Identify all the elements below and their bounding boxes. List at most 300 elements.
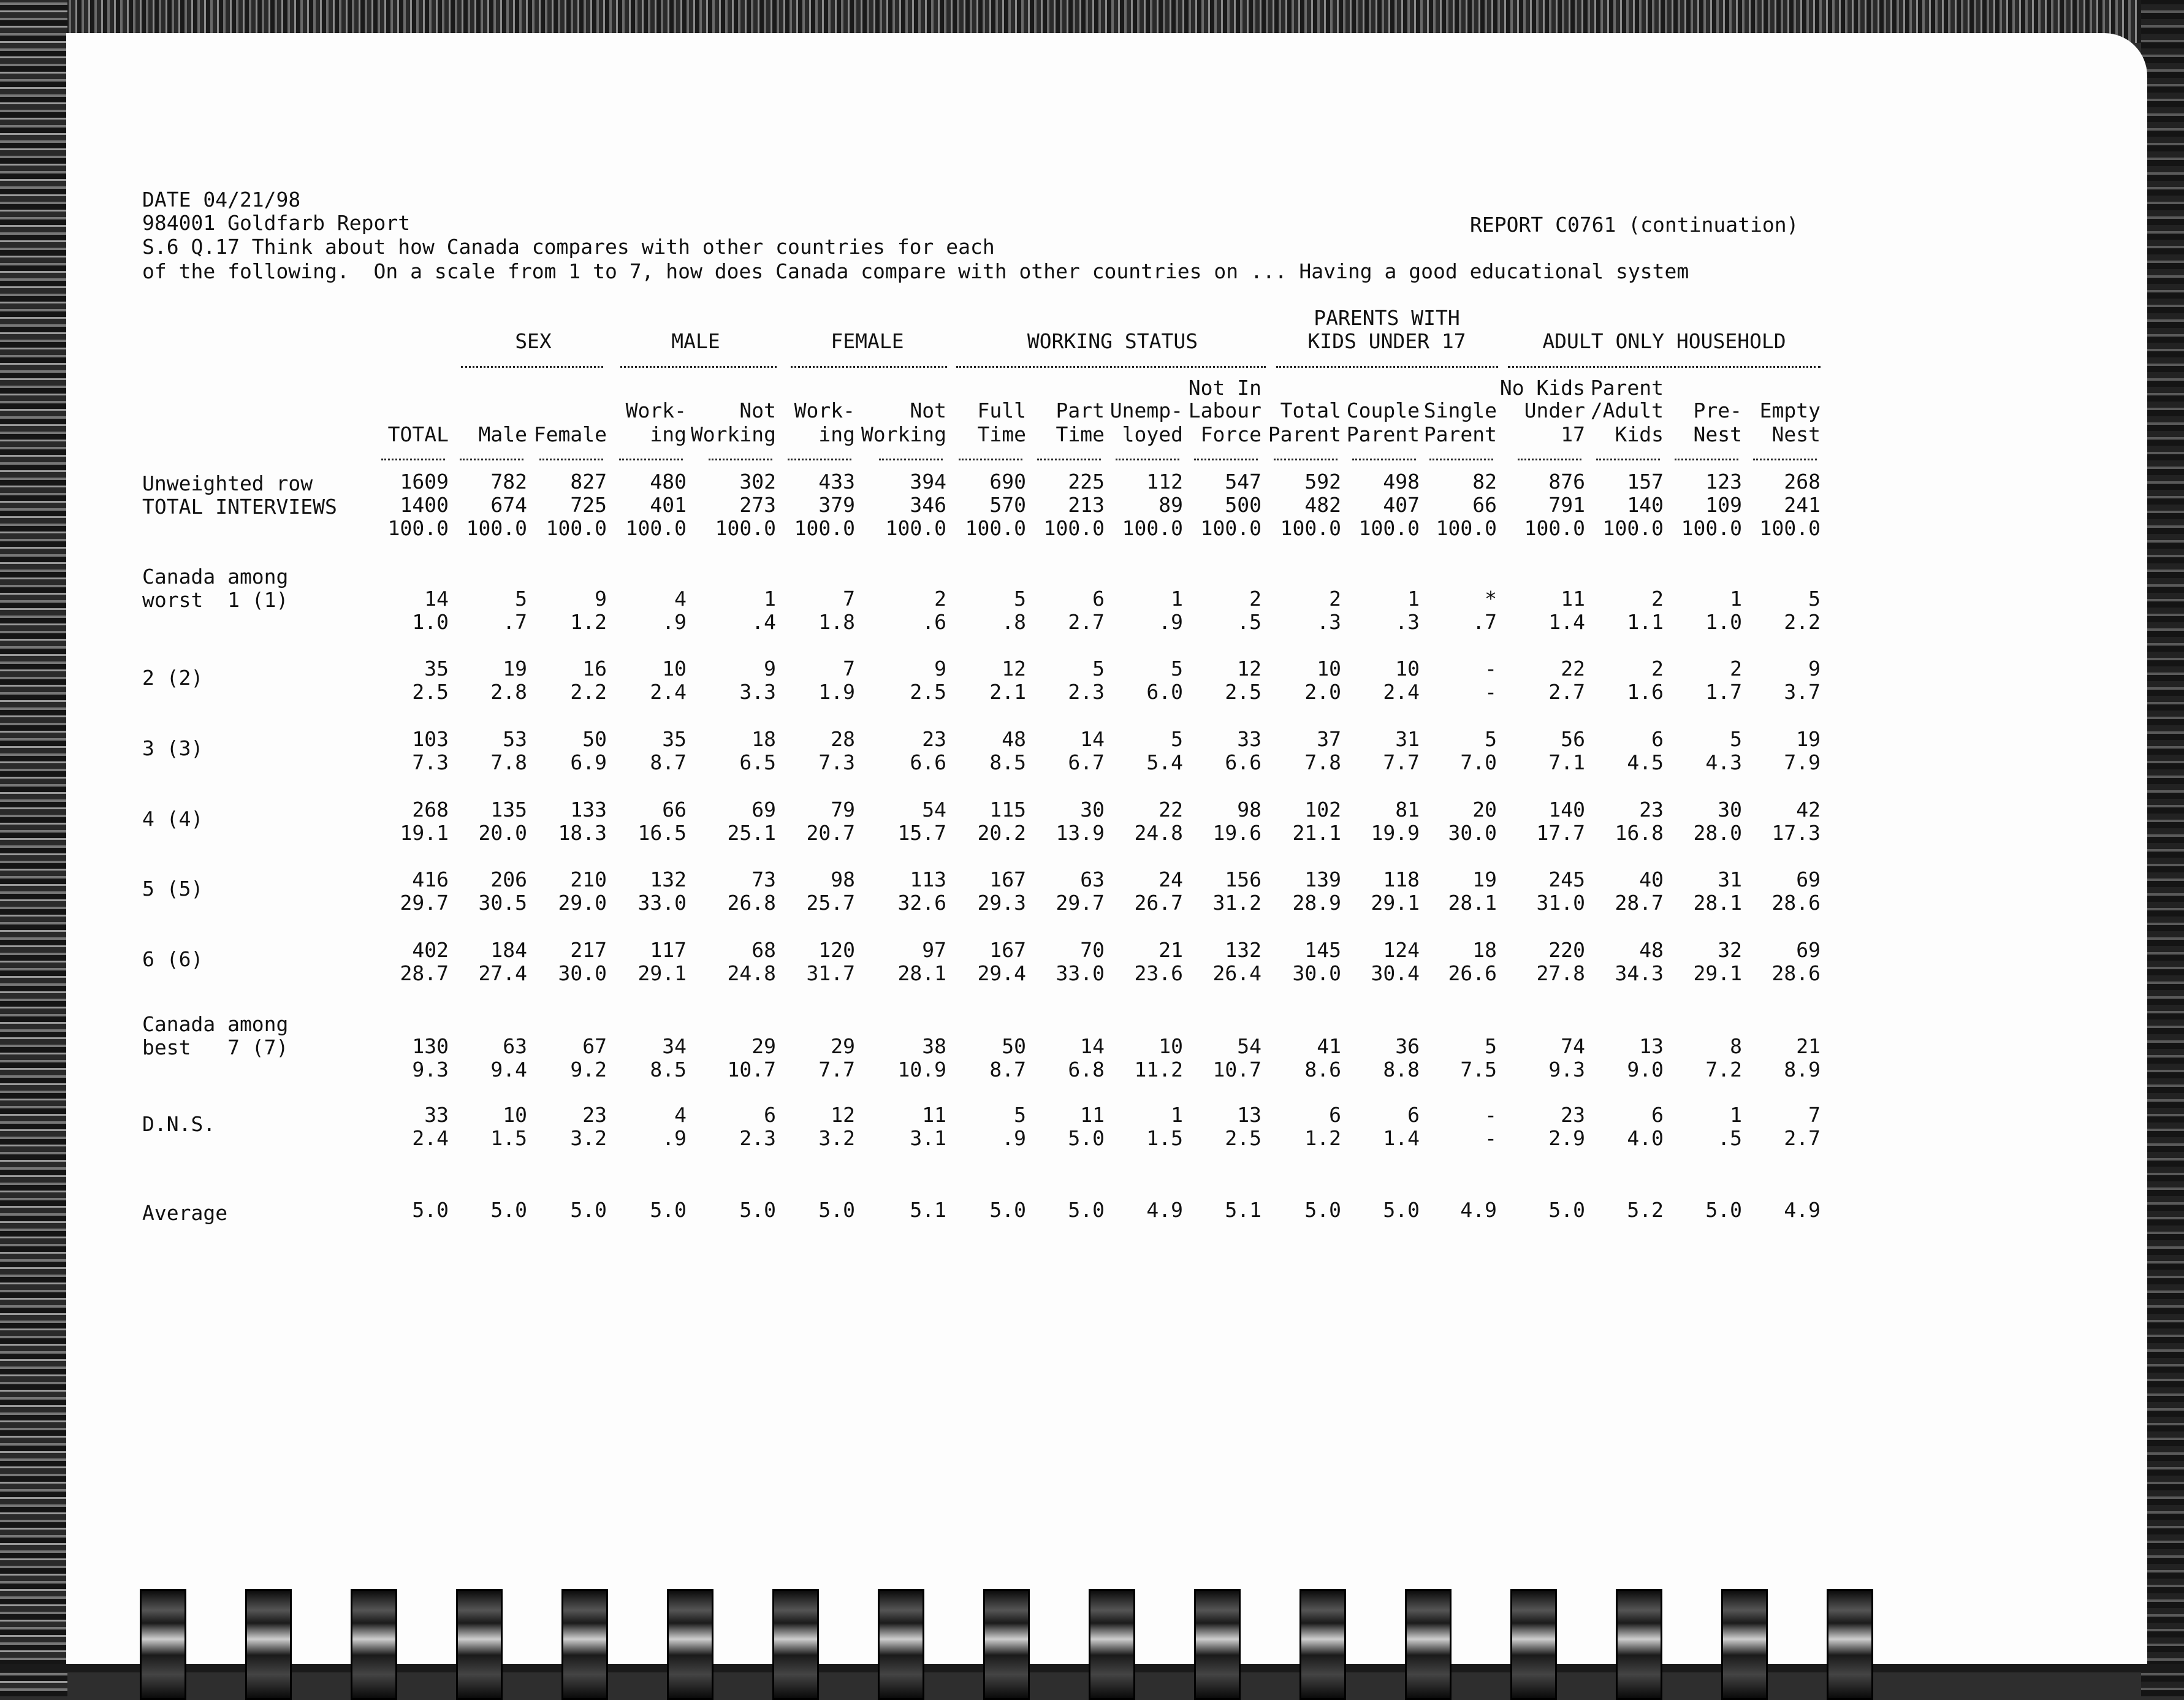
cell-percent: .7 — [1472, 610, 1497, 634]
cell-count: 34 — [662, 1034, 687, 1058]
cell-count: 98 — [831, 867, 855, 891]
binding-ring — [772, 1589, 819, 1700]
cell-count: 6 — [1329, 1103, 1341, 1127]
cell-count: 217 — [570, 938, 607, 962]
base-unweighted-value: 498 — [1383, 470, 1420, 494]
cell-percent: 28.1 — [897, 961, 946, 985]
cell-percent: .5 — [1718, 1126, 1742, 1150]
cell-count: 167 — [989, 867, 1026, 891]
cell-count: 167 — [989, 938, 1026, 962]
cell-count: 38 — [922, 1034, 946, 1058]
cell-percent: 9.2 — [570, 1058, 607, 1081]
cell-percent: 2.7 — [1068, 610, 1105, 634]
binding-ring — [1089, 1589, 1135, 1700]
cell-percent: 30.0 — [558, 961, 607, 985]
base-total-value: 66 — [1472, 493, 1497, 517]
column-header-line-2: Not — [739, 398, 776, 422]
cell-count: 2 — [1249, 587, 1261, 611]
cell-percent: 2.4 — [650, 680, 687, 704]
cell-count: 23 — [1639, 798, 1664, 821]
cell-percent: 28.6 — [1771, 961, 1821, 985]
cell-percent: 28.6 — [1771, 891, 1821, 915]
cell-count: 33 — [1237, 727, 1261, 751]
group-divider-female — [791, 366, 947, 368]
base-percent-value: 100.0 — [466, 516, 527, 540]
cell-percent: 2.8 — [490, 680, 527, 704]
column-underline — [1753, 459, 1817, 460]
cell-percent: 16.5 — [637, 821, 687, 845]
column-header-line-1: No Kids — [1499, 376, 1585, 400]
column-underline — [539, 459, 603, 460]
average-value: 5.0 — [650, 1198, 687, 1222]
base-total-value: 401 — [650, 493, 687, 517]
cell-percent: 1.1 — [1627, 610, 1664, 634]
column-underline — [460, 459, 523, 460]
cell-percent: 2.9 — [1548, 1126, 1585, 1150]
binding-ring — [1510, 1589, 1557, 1700]
cell-percent: 9.3 — [1548, 1058, 1585, 1081]
cell-count: 14 — [424, 587, 449, 611]
column-header-line-2: Labour — [1188, 398, 1261, 422]
column-header-line-3: Nest — [1693, 422, 1742, 446]
cell-count: 10 — [662, 657, 687, 680]
cell-count: 18 — [751, 727, 776, 751]
base-percent-value: 100.0 — [546, 516, 607, 540]
column-header-line-1: Parent — [1590, 376, 1664, 400]
cell-percent: .9 — [1002, 1126, 1026, 1150]
cell-percent: 8.8 — [1383, 1058, 1420, 1081]
cell-count: 5 — [1092, 657, 1105, 680]
cell-percent: 17.3 — [1771, 821, 1821, 845]
cell-percent: .9 — [1159, 610, 1183, 634]
column-header-line-3: ing — [650, 422, 687, 446]
column-header-line-3: Parent — [1423, 422, 1497, 446]
binding-ring — [561, 1589, 608, 1700]
cell-percent: 29.7 — [1056, 891, 1105, 915]
cell-count: 402 — [412, 938, 449, 962]
column-underline — [1518, 459, 1581, 460]
group-header-adult-only: ADULT ONLY HOUSEHOLD — [1542, 329, 1786, 353]
cell-percent: 33.0 — [1056, 961, 1105, 985]
question-line-1: S.6 Q.17 Think about how Canada compares with other countries for each — [142, 235, 995, 259]
column-header-line-3: Male — [478, 422, 527, 446]
cell-count: 6 — [1407, 1103, 1420, 1127]
binding-ring — [1405, 1589, 1452, 1700]
column-header-line-2: Unemp- — [1109, 398, 1183, 422]
cell-count: 48 — [1639, 938, 1664, 962]
column-header-line-2: Total — [1280, 398, 1341, 422]
base-unweighted-value: 394 — [910, 470, 946, 494]
cell-count: 8 — [1730, 1034, 1742, 1058]
column-header-line-2: /Adult — [1590, 398, 1664, 422]
cell-percent: 1.0 — [412, 610, 449, 634]
cell-count: 206 — [490, 867, 527, 891]
column-underline — [709, 459, 772, 460]
binding-ring — [140, 1589, 186, 1700]
cell-percent: 1.5 — [1146, 1126, 1183, 1150]
column-underline — [959, 459, 1022, 460]
cell-percent: 2.2 — [1784, 610, 1821, 634]
cell-percent: 7.7 — [1383, 750, 1420, 774]
cell-count: 2 — [1730, 657, 1742, 680]
cell-count: - — [1485, 657, 1497, 680]
cell-count: 37 — [1317, 727, 1341, 751]
cell-count: 14 — [1080, 1034, 1105, 1058]
average-value: 5.2 — [1627, 1198, 1664, 1222]
cell-percent: 19.1 — [400, 821, 449, 845]
cell-count: 5 — [1171, 657, 1183, 680]
column-underline — [788, 459, 851, 460]
cell-percent: 2.0 — [1304, 680, 1341, 704]
row-label: best 7 (7) — [142, 1035, 289, 1059]
base-unweighted-value: 592 — [1304, 470, 1341, 494]
base-label-total-interviews: TOTAL INTERVIEWS — [142, 495, 337, 519]
base-percent-value: 100.0 — [715, 516, 776, 540]
cell-percent: 7.8 — [490, 750, 527, 774]
cell-count: 18 — [1472, 938, 1497, 962]
cell-percent: 1.2 — [1304, 1126, 1341, 1150]
average-value: 5.0 — [1068, 1198, 1105, 1222]
cell-count: 56 — [1561, 727, 1585, 751]
column-underline — [1429, 459, 1493, 460]
report-name: 984001 Goldfarb Report — [142, 211, 411, 235]
question-line-2: of the following. On a scale from 1 to 7, how does Canada compare with other countries on ... Having a good educational system — [142, 259, 1689, 283]
cell-count: 21 — [1796, 1034, 1821, 1058]
cell-count: 9 — [934, 657, 946, 680]
cell-count: 6 — [1651, 727, 1664, 751]
cell-count: 31 — [1395, 727, 1420, 751]
cell-percent: .3 — [1317, 610, 1341, 634]
cell-percent: 6.6 — [1225, 750, 1261, 774]
cell-count: 10 — [503, 1103, 527, 1127]
base-unweighted-value: 782 — [490, 470, 527, 494]
column-underline — [1116, 459, 1179, 460]
cell-count: 5 — [1485, 1034, 1497, 1058]
cell-count: 118 — [1383, 867, 1420, 891]
cell-count: 2 — [1651, 657, 1664, 680]
cell-percent: 7.5 — [1460, 1058, 1497, 1081]
base-percent-value: 100.0 — [1280, 516, 1341, 540]
cell-percent: 30.0 — [1448, 821, 1497, 845]
base-unweighted-value: 82 — [1472, 470, 1497, 494]
row-label: 3 (3) — [142, 736, 204, 760]
cell-count: 102 — [1304, 798, 1341, 821]
cell-count: 10 — [1159, 1034, 1183, 1058]
cell-percent: 21.1 — [1292, 821, 1341, 845]
cell-percent: 1.7 — [1705, 680, 1742, 704]
row-label: 6 (6) — [142, 947, 204, 971]
cell-percent: 28.7 — [400, 961, 449, 985]
cell-count: 41 — [1317, 1034, 1341, 1058]
binding-ring — [1194, 1589, 1241, 1700]
base-unweighted-value: 157 — [1627, 470, 1664, 494]
cell-percent: 31.7 — [806, 961, 855, 985]
cell-count: 22 — [1159, 798, 1183, 821]
row-label: 4 (4) — [142, 807, 204, 831]
base-unweighted-value: 433 — [818, 470, 855, 494]
cell-percent: 1.5 — [490, 1126, 527, 1150]
cell-count: 6 — [764, 1103, 776, 1127]
base-total-value: 482 — [1304, 493, 1341, 517]
cell-percent: 18.3 — [558, 821, 607, 845]
cell-percent: 2.5 — [412, 680, 449, 704]
cell-percent: 27.4 — [478, 961, 527, 985]
cell-percent: 6.8 — [1068, 1058, 1105, 1081]
cell-percent: 28.0 — [1693, 821, 1742, 845]
base-unweighted-value: 690 — [989, 470, 1026, 494]
base-unweighted-value: 827 — [570, 470, 607, 494]
average-value: 4.9 — [1146, 1198, 1183, 1222]
cell-percent: 29.3 — [977, 891, 1026, 915]
cell-count: 11 — [922, 1103, 946, 1127]
cell-percent: 8.7 — [989, 1058, 1026, 1081]
column-underline — [1194, 459, 1258, 460]
cell-count: 74 — [1561, 1034, 1585, 1058]
cell-count: 2 — [1329, 587, 1341, 611]
cell-count: 23 — [922, 727, 946, 751]
cell-percent: .9 — [662, 1126, 687, 1150]
group-divider-parents — [1276, 366, 1498, 368]
binding-ring — [1616, 1589, 1662, 1700]
column-underline — [879, 459, 943, 460]
cell-count: 1 — [1730, 587, 1742, 611]
group-divider-adult-only — [1508, 366, 1821, 368]
cell-percent: 9.0 — [1627, 1058, 1664, 1081]
base-percent-value: 100.0 — [1436, 516, 1497, 540]
cell-count: 40 — [1639, 867, 1664, 891]
cell-count: 24 — [1159, 867, 1183, 891]
cell-count: 79 — [831, 798, 855, 821]
cell-percent: 29.4 — [977, 961, 1026, 985]
average-value: 5.0 — [1705, 1198, 1742, 1222]
average-value: 5.1 — [1225, 1198, 1261, 1222]
cell-percent: 4.3 — [1705, 750, 1742, 774]
cell-percent: - — [1485, 1126, 1497, 1150]
average-value: 5.0 — [989, 1198, 1026, 1222]
cell-count: 73 — [751, 867, 776, 891]
cell-percent: 7.2 — [1705, 1058, 1742, 1081]
cell-count: 33 — [424, 1103, 449, 1127]
cell-percent: 25.1 — [727, 821, 776, 845]
cell-count: 2 — [1651, 587, 1664, 611]
cell-count: 135 — [490, 798, 527, 821]
cell-percent: 29.0 — [558, 891, 607, 915]
cell-percent: .7 — [503, 610, 527, 634]
column-header-line-2: Work- — [794, 398, 855, 422]
cell-count: 69 — [1796, 938, 1821, 962]
base-percent-value: 100.0 — [794, 516, 855, 540]
base-total-value: 791 — [1548, 493, 1585, 517]
column-header-line-2: Not — [910, 398, 946, 422]
cell-count: 5 — [1808, 587, 1821, 611]
row-label: worst 1 (1) — [142, 588, 289, 612]
cell-count: 13 — [1639, 1034, 1664, 1058]
cell-percent: 8.5 — [989, 750, 1026, 774]
cell-percent: 4.5 — [1627, 750, 1664, 774]
cell-percent: 16.8 — [1615, 821, 1664, 845]
column-underline — [1274, 459, 1337, 460]
base-total-value: 570 — [989, 493, 1026, 517]
average-value: 4.9 — [1784, 1198, 1821, 1222]
cell-count: 66 — [662, 798, 687, 821]
cell-percent: 19.6 — [1212, 821, 1261, 845]
base-total-value: 109 — [1705, 493, 1742, 517]
cell-percent: 7.0 — [1460, 750, 1497, 774]
cell-count: 32 — [1718, 938, 1742, 962]
cell-count: 22 — [1561, 657, 1585, 680]
column-underline — [1675, 459, 1738, 460]
cell-count: 7 — [843, 657, 855, 680]
cell-percent: 33.0 — [637, 891, 687, 915]
base-label-unweighted: Unweighted row — [142, 471, 313, 495]
cell-count: 184 — [490, 938, 527, 962]
cell-count: 19 — [1472, 867, 1497, 891]
cell-count: 63 — [1080, 867, 1105, 891]
cell-percent: 30.0 — [1292, 961, 1341, 985]
group-header-female: FEMALE — [831, 329, 904, 353]
cell-count: 5 — [1014, 587, 1026, 611]
cell-percent: 7.3 — [818, 750, 855, 774]
cell-percent: 4.0 — [1627, 1126, 1664, 1150]
base-unweighted-value: 123 — [1705, 470, 1742, 494]
average-value: 5.0 — [490, 1198, 527, 1222]
cell-percent: 2.7 — [1784, 1126, 1821, 1150]
group-header-sex: SEX — [515, 329, 552, 353]
frame-right-edge — [2141, 0, 2184, 1696]
cell-percent: 29.1 — [637, 961, 687, 985]
cell-count: 156 — [1225, 867, 1261, 891]
cell-count: 36 — [1395, 1034, 1420, 1058]
column-underline — [1352, 459, 1416, 460]
cell-count: 5 — [1485, 727, 1497, 751]
cell-count: 68 — [751, 938, 776, 962]
cell-percent: 2.7 — [1548, 680, 1585, 704]
cell-count: 6 — [1092, 587, 1105, 611]
cell-count: 5 — [1730, 727, 1742, 751]
average-value: 5.0 — [1304, 1198, 1341, 1222]
cell-percent: 9.4 — [490, 1058, 527, 1081]
cell-percent: 19.9 — [1371, 821, 1420, 845]
report-date: DATE 04/21/98 — [142, 188, 301, 212]
cell-percent: 7.9 — [1784, 750, 1821, 774]
cell-percent: 1.2 — [570, 610, 607, 634]
base-unweighted-value: 225 — [1068, 470, 1105, 494]
cell-percent: 27.8 — [1536, 961, 1585, 985]
cell-percent: 28.7 — [1615, 891, 1664, 915]
group-header-parents-line-2: KIDS UNDER 17 — [1307, 329, 1466, 353]
cell-percent: 3.1 — [910, 1126, 946, 1150]
binding-ring — [983, 1589, 1030, 1700]
row-label-line-1: Canada among — [142, 565, 289, 589]
cell-count: 30 — [1718, 798, 1742, 821]
cell-count: 31 — [1718, 867, 1742, 891]
cell-count: 42 — [1796, 798, 1821, 821]
column-header-line-3: loyed — [1122, 422, 1183, 446]
binding-ring — [667, 1589, 713, 1700]
cell-count: 23 — [1561, 1103, 1585, 1127]
cell-count: 1 — [764, 587, 776, 611]
cell-count: 98 — [1237, 798, 1261, 821]
cell-count: 19 — [503, 657, 527, 680]
cell-count: 103 — [412, 727, 449, 751]
report-id: REPORT C0761 (continuation) — [1470, 213, 1799, 237]
cell-percent: 20.2 — [977, 821, 1026, 845]
base-total-value: 674 — [490, 493, 527, 517]
cell-percent: 26.7 — [1134, 891, 1183, 915]
cell-count: 130 — [412, 1034, 449, 1058]
row-label: 2 (2) — [142, 666, 204, 690]
cell-percent: 7.1 — [1548, 750, 1585, 774]
cell-count: 4 — [674, 587, 687, 611]
base-total-value: 213 — [1068, 493, 1105, 517]
base-unweighted-value: 547 — [1225, 470, 1261, 494]
cell-percent: 2.1 — [989, 680, 1026, 704]
cell-count: 9 — [1808, 657, 1821, 680]
cell-percent: 28.1 — [1448, 891, 1497, 915]
cell-percent: 32.6 — [897, 891, 946, 915]
column-header-line-3: Parent — [1346, 422, 1420, 446]
average-value: 5.0 — [1548, 1198, 1585, 1222]
base-percent-value: 100.0 — [1043, 516, 1105, 540]
cell-count: 54 — [1237, 1034, 1261, 1058]
group-divider-sex — [461, 366, 603, 368]
column-header-line-3: TOTAL — [387, 422, 449, 446]
cell-count: 416 — [412, 867, 449, 891]
row-label-line-1: Canada among — [142, 1012, 289, 1036]
cell-percent: .6 — [922, 610, 946, 634]
cell-percent: 3.3 — [739, 680, 776, 704]
cell-percent: 28.1 — [1693, 891, 1742, 915]
cell-count: 21 — [1159, 938, 1183, 962]
cell-count: 16 — [582, 657, 607, 680]
cell-count: 7 — [843, 587, 855, 611]
cell-count: 132 — [650, 867, 687, 891]
column-header-line-3: ing — [818, 422, 855, 446]
group-header-working-status: WORKING STATUS — [1027, 329, 1198, 353]
cell-count: 139 — [1304, 867, 1341, 891]
cell-count: 50 — [1002, 1034, 1026, 1058]
cell-percent: 8.6 — [1304, 1058, 1341, 1081]
base-percent-value: 100.0 — [1358, 516, 1420, 540]
cell-percent: .4 — [751, 610, 776, 634]
cell-percent: 10.7 — [1212, 1058, 1261, 1081]
column-header-line-2: Pre- — [1693, 398, 1742, 422]
base-total-value: 346 — [910, 493, 946, 517]
cell-count: - — [1485, 1103, 1497, 1127]
base-percent-value: 100.0 — [965, 516, 1026, 540]
cell-percent: 6.7 — [1068, 750, 1105, 774]
column-underline — [619, 459, 683, 460]
cell-count: 124 — [1383, 938, 1420, 962]
binding-ring — [878, 1589, 924, 1700]
cell-percent: 7.8 — [1304, 750, 1341, 774]
cell-count: 28 — [831, 727, 855, 751]
base-total-value: 500 — [1225, 493, 1261, 517]
column-header-line-2: Single — [1423, 398, 1497, 422]
column-underline — [1037, 459, 1101, 460]
column-header-line-3: 17 — [1561, 422, 1585, 446]
cell-percent: 3.2 — [570, 1126, 607, 1150]
cell-percent: .8 — [1002, 610, 1026, 634]
base-unweighted-value: 112 — [1146, 470, 1183, 494]
average-value: 5.0 — [1383, 1198, 1420, 1222]
cell-percent: .9 — [662, 610, 687, 634]
column-header-line-3: Kids — [1615, 422, 1664, 446]
cell-count: 220 — [1548, 938, 1585, 962]
cell-percent: 30.5 — [478, 891, 527, 915]
cell-count: 54 — [922, 798, 946, 821]
cell-count: * — [1485, 587, 1497, 611]
